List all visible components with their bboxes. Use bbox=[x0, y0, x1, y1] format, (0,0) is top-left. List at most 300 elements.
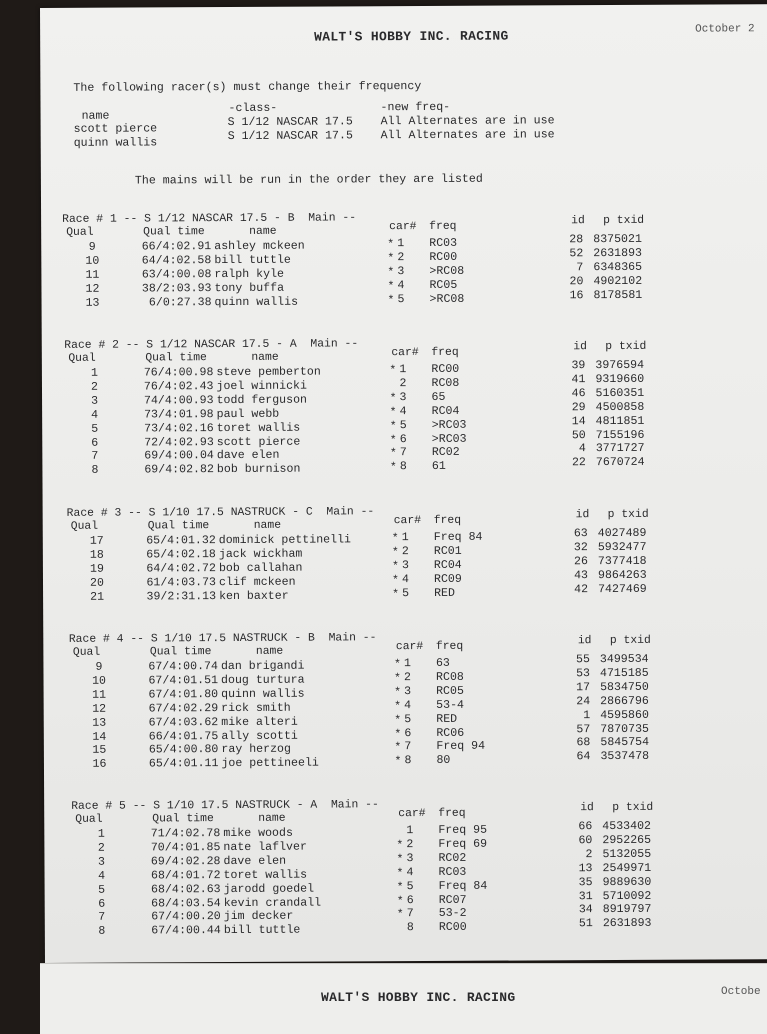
star-mark: * bbox=[394, 699, 402, 713]
col-header-car: car# bbox=[398, 807, 426, 821]
racer-name: mike alteri bbox=[221, 715, 298, 729]
racer-id: 39 bbox=[571, 359, 586, 373]
qual-position: 6 bbox=[98, 897, 106, 911]
col-header-qual-time: Qual time bbox=[147, 520, 210, 533]
racer-name: dave elen bbox=[223, 854, 287, 868]
transponder-id: 2631893 bbox=[593, 246, 643, 260]
frequency: Freq 94 bbox=[436, 740, 486, 754]
col-header-qual: Qual bbox=[70, 520, 99, 533]
frequency: RC04 bbox=[433, 558, 462, 572]
racer-name: ralph kyle bbox=[214, 267, 285, 281]
qual-position: 7 bbox=[98, 911, 106, 925]
qual-time: 69/4:02.28 bbox=[150, 854, 221, 869]
frequency: RC08 bbox=[435, 670, 464, 684]
racer-name: ken baxter bbox=[219, 589, 289, 603]
car-number: 5 bbox=[402, 586, 410, 600]
qual-time: 67/4:00.74 bbox=[148, 660, 218, 674]
order-note: The mains will be run in the order they are listed bbox=[134, 172, 483, 188]
qual-time: 38/2:03.93 bbox=[141, 281, 212, 296]
frequency: >RC08 bbox=[429, 264, 465, 278]
racer-id: 41 bbox=[571, 373, 586, 387]
racer-id: 63 bbox=[573, 527, 588, 541]
qual-time: 68/4:01.72 bbox=[150, 868, 221, 883]
car-number: 1 bbox=[403, 657, 411, 671]
qual-time: 76/4:02.43 bbox=[143, 379, 214, 394]
star-mark: * bbox=[389, 405, 397, 419]
racer-id: 60 bbox=[578, 834, 593, 848]
col-header-qual-time: Qual time bbox=[143, 226, 205, 239]
transponder-id: 7870735 bbox=[600, 722, 650, 736]
racer-id: 13 bbox=[578, 861, 593, 875]
qual-position: 13 bbox=[92, 716, 107, 730]
qual-position: 12 bbox=[85, 282, 100, 296]
car-number: 2 bbox=[406, 837, 414, 851]
transponder-id: 2631893 bbox=[602, 917, 652, 931]
star-mark: * bbox=[396, 866, 404, 880]
star-mark: * bbox=[391, 573, 400, 587]
car-number: 6 bbox=[399, 432, 407, 446]
star-mark: * bbox=[389, 364, 397, 378]
star-mark: * bbox=[389, 419, 397, 433]
col-header-freq: freq bbox=[438, 807, 466, 820]
racer-name: scott pierce bbox=[216, 435, 301, 449]
frequency: RC00 bbox=[438, 921, 467, 935]
race-section bbox=[44, 797, 767, 939]
col-header-car: car# bbox=[395, 641, 424, 654]
col-header-name: name bbox=[258, 812, 286, 825]
star-mark: * bbox=[396, 894, 404, 908]
car-number: 3 bbox=[401, 558, 409, 572]
racer-name: bill tuttle bbox=[214, 253, 291, 267]
transponder-id: 3771727 bbox=[595, 442, 645, 456]
racer-id: 32 bbox=[573, 541, 588, 555]
frequency: >RC03 bbox=[431, 418, 467, 432]
col-header-ptxid: p txid bbox=[612, 801, 654, 815]
transponder-id: 9864263 bbox=[597, 568, 647, 582]
star-mark: * bbox=[396, 908, 404, 922]
col-header-freq: freq bbox=[433, 514, 462, 527]
qual-position: 4 bbox=[98, 869, 106, 883]
racer-id: 16 bbox=[569, 288, 584, 302]
racer-id: 29 bbox=[571, 400, 586, 414]
star-mark: * bbox=[391, 546, 399, 560]
racer-name: doug turtura bbox=[220, 673, 305, 687]
col-header-qual: Qual bbox=[66, 226, 94, 239]
car-number: 7 bbox=[399, 446, 407, 460]
frequency: 63 bbox=[435, 656, 450, 670]
star-mark: * bbox=[389, 447, 397, 461]
racer-id: 17 bbox=[576, 680, 591, 694]
car-number: 7 bbox=[406, 907, 414, 921]
frequency: RC02 bbox=[431, 446, 460, 460]
racer-id: 50 bbox=[571, 428, 586, 442]
transponder-id: 2952265 bbox=[602, 833, 652, 847]
star-mark: * bbox=[387, 252, 395, 266]
racer-name: quinn wallis bbox=[214, 295, 299, 309]
star-mark: * bbox=[394, 741, 402, 755]
qual-position: 15 bbox=[92, 744, 107, 758]
qual-time: 74/4:00.93 bbox=[143, 393, 214, 408]
car-number: 3 bbox=[404, 684, 412, 698]
racer-id: 42 bbox=[574, 582, 589, 596]
car-number: 2 bbox=[399, 376, 407, 391]
car-number: 8 bbox=[399, 460, 407, 474]
car-number: 4 bbox=[399, 404, 407, 418]
car-number: 1 bbox=[406, 824, 414, 838]
frequency: RC00 bbox=[429, 250, 458, 264]
col-header-id: id bbox=[577, 635, 592, 648]
car-number: 3 bbox=[399, 390, 407, 404]
qual-time: 65/4:00.80 bbox=[148, 743, 219, 757]
transponder-id: 2866796 bbox=[600, 694, 649, 708]
star-mark: * bbox=[389, 461, 397, 475]
qual-time: 68/4:03.54 bbox=[151, 896, 221, 910]
notice-row-name: quinn wallis bbox=[73, 136, 158, 150]
qual-position: 19 bbox=[89, 562, 104, 576]
frequency: RC04 bbox=[431, 404, 460, 418]
qual-time: 67/4:01.51 bbox=[148, 673, 219, 688]
qual-time: 39/2:31.13 bbox=[146, 589, 217, 604]
qual-position: 5 bbox=[98, 883, 106, 897]
transponder-id: 4811851 bbox=[595, 414, 645, 428]
qual-position: 18 bbox=[89, 548, 104, 562]
racer-id: 66 bbox=[578, 820, 593, 834]
qual-position: 12 bbox=[92, 702, 107, 716]
qual-time: 72/4:02.93 bbox=[144, 435, 214, 449]
transponder-id: 3976594 bbox=[595, 358, 645, 373]
star-mark: * bbox=[387, 279, 395, 293]
transponder-id: 5160351 bbox=[595, 386, 645, 400]
racer-name: rick smith bbox=[221, 701, 291, 715]
frequency: Freq 69 bbox=[438, 837, 488, 851]
racer-name: jarodd goedel bbox=[223, 882, 315, 896]
next-sheet bbox=[40, 963, 767, 1034]
racer-id: 46 bbox=[571, 386, 586, 401]
transponder-id: 5932477 bbox=[597, 540, 647, 554]
col-header-freq: freq bbox=[429, 220, 457, 233]
racer-name: dave elen bbox=[216, 449, 280, 463]
col-header-qual: Qual bbox=[75, 813, 103, 826]
race-header: Race # 4 -- S 1/10 17.5 NASTRUCK - B Main -- bbox=[68, 632, 377, 646]
car-number: 3 bbox=[397, 264, 405, 278]
col-header-id: id bbox=[575, 509, 590, 522]
racer-id: 2 bbox=[585, 847, 593, 861]
qual-time: 64/4:02.72 bbox=[146, 561, 216, 576]
transponder-id: 7377418 bbox=[597, 554, 647, 568]
col-header-qual: Qual bbox=[68, 352, 96, 365]
racer-id: 57 bbox=[576, 722, 591, 736]
star-mark: * bbox=[387, 265, 395, 279]
qual-time: 76/4:00.98 bbox=[143, 366, 214, 380]
qual-position: 5 bbox=[91, 422, 99, 436]
qual-time: 69/4:02.82 bbox=[144, 463, 214, 477]
notice-row-new-freq: All Alternates are in use bbox=[380, 128, 555, 143]
transponder-id: 8375021 bbox=[593, 232, 642, 247]
car-number: 5 bbox=[397, 292, 405, 306]
transponder-id: 5834750 bbox=[600, 680, 649, 694]
qual-time: 67/4:00.20 bbox=[151, 910, 221, 924]
frequency: RED bbox=[436, 712, 458, 726]
col-header-qual-time: Qual time bbox=[145, 352, 207, 365]
next-sheet-title: WALT'S HOBBY INC. RACING bbox=[321, 990, 516, 1005]
star-mark: * bbox=[391, 532, 399, 546]
qual-position: 13 bbox=[85, 296, 100, 310]
transponder-id: 5845754 bbox=[600, 736, 650, 750]
racer-id: 20 bbox=[569, 274, 584, 288]
transponder-id: 4595860 bbox=[600, 708, 649, 722]
race-header: Race # 1 -- S 1/12 NASCAR 17.5 - B Main -- bbox=[62, 212, 357, 226]
col-header-ptxid: p txid bbox=[607, 508, 649, 522]
frequency: Freq 95 bbox=[438, 823, 488, 837]
star-mark: * bbox=[389, 433, 397, 447]
qual-position: 10 bbox=[85, 254, 100, 268]
racer-id: 1 bbox=[583, 708, 591, 722]
qual-position: 8 bbox=[91, 463, 99, 478]
col-header-car: car# bbox=[393, 515, 422, 528]
frequency: RC07 bbox=[438, 893, 467, 907]
qual-position: 6 bbox=[91, 436, 99, 450]
frequency: 80 bbox=[436, 754, 451, 768]
qual-position: 7 bbox=[91, 450, 99, 464]
transponder-id: 7427469 bbox=[598, 582, 647, 596]
page-date: October 2 bbox=[695, 23, 755, 36]
star-mark: * bbox=[393, 658, 401, 672]
notice-row-class: S 1/12 NASCAR 17.5 bbox=[227, 115, 353, 130]
racer-name: toret wallis bbox=[223, 868, 308, 882]
star-mark: * bbox=[394, 685, 402, 699]
car-number: 7 bbox=[404, 740, 412, 754]
qual-position: 4 bbox=[91, 408, 99, 422]
qual-time: 70/4:01.85 bbox=[150, 840, 221, 855]
racer-name: toret wallis bbox=[216, 421, 301, 435]
frequency: RC01 bbox=[433, 544, 462, 558]
qual-time: 66/4:02.91 bbox=[141, 240, 212, 254]
car-number: 4 bbox=[397, 278, 405, 292]
car-number: 6 bbox=[404, 726, 412, 740]
frequency: 65 bbox=[431, 390, 446, 404]
col-header-id: id bbox=[580, 802, 594, 815]
transponder-id: 8178581 bbox=[593, 288, 643, 302]
racer-name: joel winnicki bbox=[216, 379, 307, 393]
qual-time: 73/4:01.98 bbox=[144, 407, 214, 422]
car-number: 1 bbox=[401, 531, 409, 545]
racer-name: dan brigandi bbox=[220, 659, 305, 674]
transponder-id: 4715185 bbox=[599, 666, 649, 680]
racer-name: mike woods bbox=[223, 826, 293, 841]
car-number: 4 bbox=[406, 865, 414, 879]
racer-name: quinn wallis bbox=[221, 687, 305, 701]
notice-heading: The following racer(s) must change their frequency bbox=[73, 80, 422, 95]
star-mark: * bbox=[396, 880, 404, 894]
col-header-ptxid: p txid bbox=[605, 340, 647, 354]
car-number: 2 bbox=[397, 250, 405, 265]
transponder-id: 9889630 bbox=[602, 875, 652, 889]
col-header-freq: freq bbox=[435, 640, 464, 653]
racer-name: todd ferguson bbox=[216, 393, 308, 407]
racer-name: ally scotti bbox=[221, 729, 298, 743]
col-header-car: car# bbox=[389, 221, 417, 234]
qual-time: 68/4:02.63 bbox=[151, 882, 221, 897]
qual-time: 67/4:03.62 bbox=[148, 715, 219, 730]
racer-name: steve pemberton bbox=[216, 365, 321, 380]
frequency: RC02 bbox=[438, 851, 467, 865]
racer-name: ray herzog bbox=[221, 743, 291, 757]
frequency: 53-4 bbox=[436, 698, 465, 712]
transponder-id: 7670724 bbox=[595, 456, 645, 470]
car-number: 2 bbox=[403, 670, 412, 684]
qual-time: 65/4:02.18 bbox=[146, 547, 216, 562]
racer-name: jack wickham bbox=[218, 547, 303, 561]
star-mark: * bbox=[393, 672, 402, 686]
qual-position: 11 bbox=[92, 688, 107, 702]
qual-time: 67/4:02.29 bbox=[148, 701, 219, 716]
car-number: 3 bbox=[406, 851, 414, 865]
frequency: Freq 84 bbox=[438, 879, 488, 893]
qual-position: 11 bbox=[85, 268, 100, 282]
racer-name: joe pettineeli bbox=[221, 756, 319, 771]
notice-row-class: S 1/12 NASCAR 17.5 bbox=[227, 129, 353, 144]
transponder-id: 6348365 bbox=[593, 260, 643, 274]
notice-col-class: -class- bbox=[228, 101, 278, 116]
frequency: RC00 bbox=[431, 362, 460, 376]
racer-id: 4 bbox=[578, 442, 586, 456]
star-mark: * bbox=[389, 391, 397, 405]
col-header-qual: Qual bbox=[72, 646, 101, 659]
qual-time: 66/4:01.75 bbox=[148, 729, 219, 743]
col-header-qual-time: Qual time bbox=[152, 813, 214, 826]
col-header-qual-time: Qual time bbox=[149, 646, 212, 659]
qual-position: 16 bbox=[92, 757, 107, 772]
col-header-ptxid: p txid bbox=[603, 214, 645, 228]
racer-name: tony buffa bbox=[214, 281, 285, 295]
racer-name: nate laflver bbox=[223, 840, 307, 854]
race-section bbox=[42, 336, 767, 478]
car-number: 6 bbox=[406, 893, 414, 907]
notice-row-name: scott pierce bbox=[73, 122, 158, 136]
transponder-id: 4027489 bbox=[597, 526, 647, 541]
star-mark: * bbox=[396, 838, 404, 853]
racer-id: 64 bbox=[576, 750, 591, 764]
qual-time: 67/4:01.80 bbox=[148, 687, 219, 702]
star-mark: * bbox=[394, 727, 402, 741]
star-mark: * bbox=[391, 559, 399, 573]
transponder-id: 3499534 bbox=[599, 652, 649, 667]
racer-name: dominick pettinelli bbox=[218, 533, 352, 548]
car-number: 1 bbox=[397, 237, 405, 251]
race-header: Race # 5 -- S 1/10 17.5 NASTRUCK - A Main -- bbox=[71, 799, 379, 813]
qual-position: 8 bbox=[98, 924, 106, 939]
frequency: RC05 bbox=[429, 278, 458, 292]
race-header: Race # 2 -- S 1/12 NASCAR 17.5 - A Main -- bbox=[64, 338, 359, 352]
col-header-name: name bbox=[253, 519, 282, 532]
racer-id: 31 bbox=[578, 889, 593, 903]
star-mark: * bbox=[396, 852, 404, 866]
racer-id: 43 bbox=[574, 568, 589, 582]
race-section bbox=[43, 504, 767, 604]
star-mark: * bbox=[387, 238, 395, 252]
transponder-id: 7155196 bbox=[595, 428, 645, 442]
qual-time: 6/0:27.38 bbox=[148, 295, 212, 310]
car-number: 5 bbox=[399, 418, 407, 432]
car-number: 1 bbox=[399, 363, 407, 377]
racer-id: 28 bbox=[569, 233, 584, 247]
car-number: 8 bbox=[406, 921, 414, 935]
col-header-ptxid: p txid bbox=[609, 634, 651, 648]
qual-time: 65/4:01.11 bbox=[148, 757, 219, 771]
racer-id: 55 bbox=[575, 653, 590, 667]
page-title: WALT'S HOBBY INC. RACING bbox=[314, 28, 509, 45]
col-header-car: car# bbox=[391, 347, 419, 360]
qual-position: 10 bbox=[92, 674, 107, 688]
racer-id: 7 bbox=[576, 260, 584, 274]
racer-id: 51 bbox=[578, 917, 593, 931]
racer-name: ashley mckeen bbox=[214, 239, 305, 254]
frequency: RC06 bbox=[436, 726, 465, 740]
qual-time: 73/4:02.16 bbox=[144, 421, 214, 436]
qual-position: 1 bbox=[90, 366, 98, 380]
notice-col-name: name bbox=[81, 109, 110, 123]
transponder-id: 5710092 bbox=[602, 889, 652, 903]
col-header-name: name bbox=[251, 351, 279, 364]
frequency: RC08 bbox=[431, 376, 460, 390]
qual-position: 20 bbox=[90, 576, 104, 590]
racer-id: 22 bbox=[571, 456, 586, 470]
qual-position: 9 bbox=[95, 660, 103, 674]
transponder-id: 8919797 bbox=[602, 903, 652, 917]
frequency: RC03 bbox=[429, 236, 458, 250]
racer-name: bob callahan bbox=[218, 561, 303, 575]
car-number: 8 bbox=[404, 754, 412, 768]
racer-name: jim decker bbox=[223, 910, 294, 924]
col-header-name: name bbox=[255, 645, 284, 658]
col-header-id: id bbox=[571, 215, 585, 228]
next-sheet-date: Octobe bbox=[721, 986, 761, 998]
transponder-id: 4902102 bbox=[593, 274, 643, 288]
qual-time: 64/4:02.58 bbox=[141, 253, 212, 268]
notice-row-new-freq: All Alternates are in use bbox=[380, 114, 555, 129]
qual-position: 9 bbox=[88, 240, 96, 254]
star-mark: * bbox=[392, 587, 400, 601]
racer-id: 34 bbox=[578, 903, 593, 917]
car-number: 5 bbox=[404, 712, 412, 726]
transponder-id: 5132055 bbox=[602, 847, 652, 861]
race-header: Race # 3 -- S 1/10 17.5 NASTRUCK - C Main -- bbox=[66, 506, 375, 520]
col-header-id: id bbox=[573, 341, 587, 354]
frequency: RC03 bbox=[438, 865, 467, 879]
racer-id: 52 bbox=[569, 247, 584, 261]
qual-position: 14 bbox=[92, 730, 107, 744]
car-number: 2 bbox=[401, 544, 409, 559]
frequency: RED bbox=[434, 586, 455, 600]
racer-id: 68 bbox=[576, 736, 591, 750]
qual-position: 17 bbox=[89, 534, 104, 548]
qual-position: 2 bbox=[97, 841, 105, 855]
qual-time: 61/4:03.73 bbox=[146, 575, 217, 590]
transponder-id: 4533402 bbox=[602, 819, 652, 834]
qual-position: 3 bbox=[91, 394, 99, 408]
car-number: 5 bbox=[406, 879, 414, 893]
frequency: 61 bbox=[431, 460, 446, 474]
race-section bbox=[43, 630, 767, 772]
racer-id: 24 bbox=[576, 694, 591, 708]
racer-id: 35 bbox=[578, 875, 593, 889]
racer-name: kevin crandall bbox=[223, 896, 322, 910]
racer-id: 53 bbox=[576, 667, 591, 681]
race-section bbox=[41, 210, 767, 310]
racer-id: 14 bbox=[571, 414, 586, 428]
star-mark: * bbox=[387, 293, 395, 307]
frequency: >RC08 bbox=[429, 292, 465, 306]
